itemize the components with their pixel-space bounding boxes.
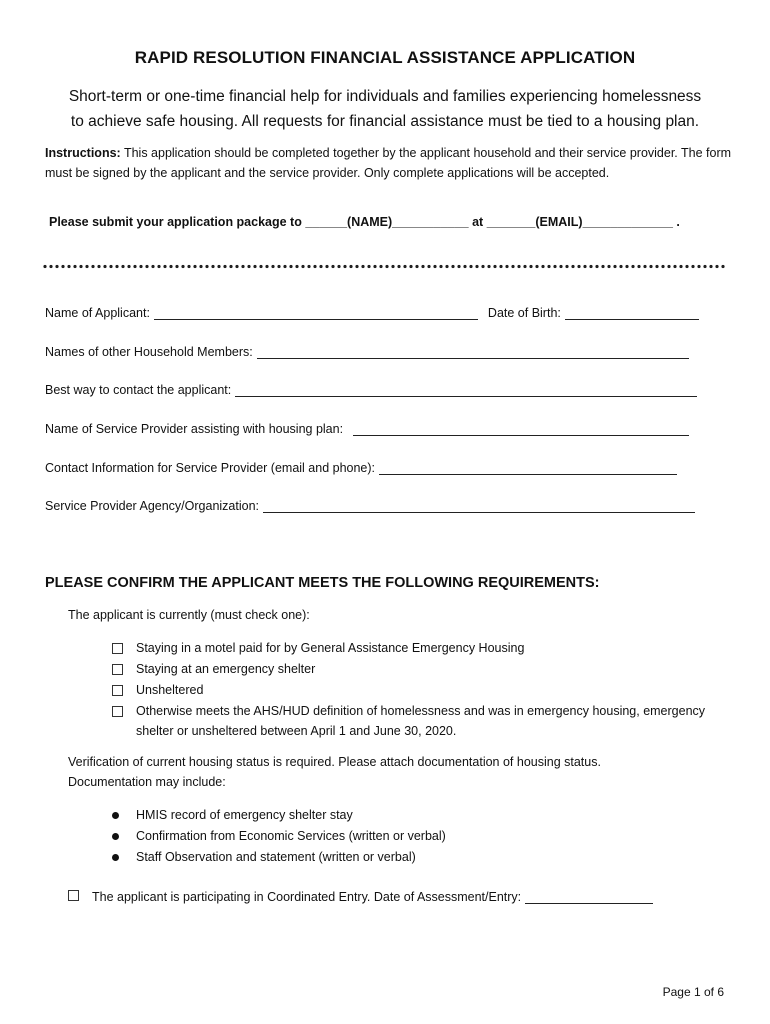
submit-instructions: Please submit your application package to ______(NAME)___________ at _______(EMAIL)_____________ .: [49, 215, 680, 229]
option-unsheltered: [112, 680, 732, 700]
verification-line-2: Documentation may include:: [68, 775, 226, 789]
household-members-label: Names of other Household Members:: [45, 345, 253, 359]
instructions-label: Instructions:: [45, 146, 121, 160]
applicant-name-field[interactable]: [154, 306, 478, 320]
requirements-heading: PLEASE CONFIRM THE APPLICANT MEETS THE FOLLOWING REQUIREMENTS:: [45, 575, 600, 591]
option-label: Staying in a motel paid for by General Assistance Emergency Housing: [136, 641, 525, 655]
verification-line-1: Verification of current housing status is required. Please attach documentation of housing status.: [68, 755, 601, 769]
provider-agency-row: [45, 499, 695, 513]
list-item: [112, 826, 446, 847]
checkbox-unsheltered[interactable]: [112, 685, 123, 696]
household-members-row: [45, 345, 689, 359]
bullet-icon: [112, 854, 119, 861]
household-members-field[interactable]: [257, 345, 689, 359]
provider-name-label: Name of Service Provider assisting with housing plan:: [45, 422, 344, 436]
bullet-icon: [112, 812, 119, 819]
date-of-birth-label: Date of Birth:: [487, 306, 561, 320]
list-item-label: Confirmation from Economic Services (written or verbal): [136, 829, 446, 843]
instructions: [45, 143, 735, 183]
housing-status-options: [112, 638, 732, 742]
assessment-date-field[interactable]: [525, 890, 653, 904]
list-item: [112, 805, 446, 826]
subtitle: [40, 84, 730, 134]
date-of-birth-field[interactable]: [565, 306, 699, 320]
verification-text: [68, 752, 601, 792]
checkbox-otherwise[interactable]: [112, 706, 123, 717]
provider-contact-row: [45, 461, 677, 475]
subtitle-line-2: to achieve safe housing. All requests for financial assistance must be tied to a housing plan.: [70, 113, 700, 130]
provider-agency-field[interactable]: [263, 499, 695, 513]
checkbox-shelter[interactable]: [112, 664, 123, 675]
documentation-list: [112, 805, 446, 868]
provider-name-field[interactable]: [353, 422, 689, 436]
contact-method-label: Best way to contact the applicant:: [45, 383, 232, 397]
requirements-intro: The applicant is currently (must check one):: [68, 608, 310, 622]
option-otherwise: [112, 701, 732, 741]
page-title: RAPID RESOLUTION FINANCIAL ASSISTANCE APPLICATION: [134, 48, 636, 67]
dotted-divider: [42, 264, 726, 269]
applicant-name-label: Name of Applicant:: [45, 306, 150, 320]
option-label: Unsheltered: [136, 683, 204, 697]
provider-name-row: [45, 422, 689, 436]
provider-contact-field[interactable]: [379, 461, 677, 475]
coordinated-entry-row: [68, 890, 653, 904]
option-shelter: [112, 659, 732, 679]
contact-method-field[interactable]: [235, 383, 697, 397]
checkbox-coordinated-entry[interactable]: [68, 890, 79, 901]
provider-agency-label: Service Provider Agency/Organization:: [45, 499, 259, 513]
coordinated-entry-label: The applicant is participating in Coordinated Entry. Date of Assessment/Entry:: [92, 890, 522, 904]
applicant-name-row: [45, 306, 699, 320]
provider-contact-label: Contact Information for Service Provider (email and phone):: [45, 461, 376, 475]
bullet-icon: [112, 833, 119, 840]
list-item-label: HMIS record of emergency shelter stay: [136, 808, 353, 822]
checkbox-motel[interactable]: [112, 643, 123, 654]
list-item-label: Staff Observation and statement (written or verbal): [136, 850, 416, 864]
page-number: Page 1 of 6: [662, 985, 724, 999]
option-label: Otherwise meets the AHS/HUD definition of homelessness and was in emergency housing, emergency shelter or unsheltered between April 1 and June 30, 2020.: [136, 704, 706, 738]
option-motel: [112, 638, 732, 658]
contact-method-row: [45, 383, 697, 397]
subtitle-line-1: Short-term or one-time financial help for individuals and families experiencing homelessness: [68, 88, 702, 105]
list-item: [112, 847, 446, 868]
instructions-text: This application should be completed together by the applicant household and their service provider. The form must be signed by the applicant and the service provider. Only complete applications will be accepted.: [45, 146, 732, 180]
option-label: Staying at an emergency shelter: [136, 662, 316, 676]
